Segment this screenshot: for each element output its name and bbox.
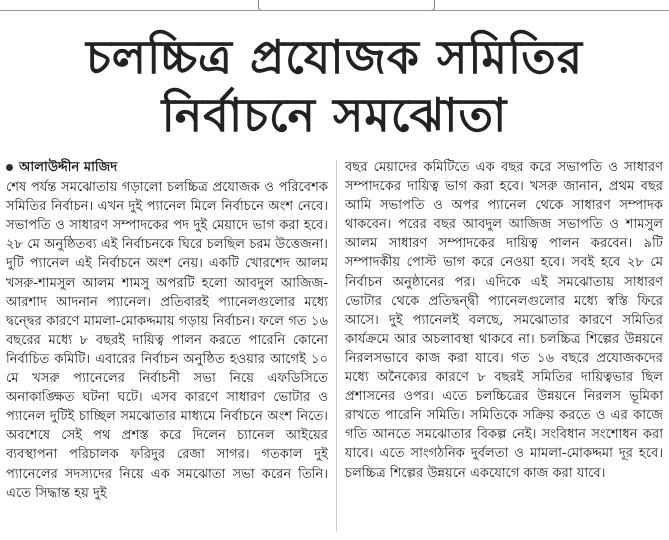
article-column-left [6,158,328,503]
byline [6,158,328,177]
headline-line-2: নির্বাচনে সমঝোতা [161,88,508,142]
author-name: আলাউদ্দীন মাজিদ [19,160,118,175]
column-divider [336,160,337,532]
headline [0,28,669,144]
article-body-right: বছর মেয়াদের কমিটিতে এক বছর করে সভাপতি ও সাধারণ সম্পাদকের দায়িত্ব ভাগ করা হবে। খসরু জানান, প্রথম বছর আমি সভাপতি ও অপর প্যানেল থেকে সাধারণ সম্পাদক থাকবেন। পরের বছর আবদুল আজিজ সভাপতি ও শামসুল আলম সাধারণ সম্পাদকের দায়িত্ব পালন করবেন। ৯টি সম্পাদকীয় পোস্ট ভাগ করে নেওয়া হবে। সবই হবে ২৮ মে নির্বাচন অনুষ্ঠানের পর। এদিকে এই সমঝোতায় সাধারণ ভোটার থেকে প্রতিদ্বন্দ্বী প্যানেলগুলোর মধ্যে স্বস্তি ফিরে আসে। দুই প্যানেলই বলছে, সমঝোতার কারণে সমিতির কার্যক্রমে আর অচলাবস্থা থাকবে না। চলচ্চিত্র শিল্পের উন্নয়নে নিরলসভাবে কাজ করা যাবে। গত ১৬ বছরে প্রযোজকদের মধ্যে অনৈক্যের কারণে ৮ বছরই সমিতির দায়িত্বভার ছিল প্রশাসনের ওপর। এতে চলচ্চিত্রের উন্নয়নে নিরলস ভূমিকা রাখতে পারেনি সমিতি। সমিতিকে সক্রিয় করতে ও এর কাজে গতি আনতে সমঝোতার বিকল্প নেই। সংবিধান সংশোধন করা যাবে। এতে সাংগঠনিক দুর্বলতা ও মামলা-মোকদ্দমা দূর হবে। চলচ্চিত্র শিল্পের উন্নয়নে একযোগে কাজ করা যাবে। [345,160,663,481]
headline-line-1: চলচ্চিত্র প্রযোজক সমিতির [85,30,584,84]
top-rule [0,10,669,11]
article-body-left: শেষ পর্যন্ত সমঝোতায় গড়ালো চলচ্চিত্র প্রযোজক ও পরিবেশক সমিতির নির্বাচন। এখন দুই প্যানেল মিলে নির্বাচনে অংশ নেবে। সভাপতি ও সাধারণ সম্পাদকের পদ দুই মেয়াদে ভাগ করা হবে। ২৮ মে অনুষ্ঠিতব্য এই নির্বাচনকে ঘিরে চলছিল চরম উত্তেজনা। দুটি প্যানেল এই নির্বাচনে অংশ নেয়। একটি খোরশেদ আলম খসরু-শামসুল আলম শামসু অপরটি হলো আবদুল আজিজ-আরশাদ আদনান প্যানেল। প্রতিবারই প্যানেলগুলোর মধ্যে দ্বন্দ্বের কারণে মামলা-মোকদ্দমায় গড়ায় নির্বাচন। ফলে গত ১৬ বছরের মধ্যে ৮ বছরই দায়িত্ব পালন করতে পারেনি কোনো নির্বাচিত কমিটি। এবারের নির্বাচন অনুষ্ঠিত হওয়ার আগেই ১০ মে খসরু প্যানেলের নির্বাচনী সভা নিয়ে এফডিসিতে অনাকাঙ্ক্ষিত ঘটনা ঘটে। এসব কারণে সাধারণ ভোটার ও প্যানেল দুটিই চাচ্ছিল সমঝোতার মাধ্যমে নির্বাচনে অংশ নিতে। অবশেষে সেই পথ প্রশস্ত করে দিলেন চ্যানেল আইয়ের ব্যবস্থাপনা পরিচালক ফরিদুর রেজা সাগর। গতকাল দুই প্যানেলের সদস্যদের নিয়ে এক সমঝোতা সভা করেন তিনি। এতে সিদ্ধান্ত হয় দুই [6,180,328,501]
article-column-right [345,158,663,483]
bullet-icon [6,164,13,171]
